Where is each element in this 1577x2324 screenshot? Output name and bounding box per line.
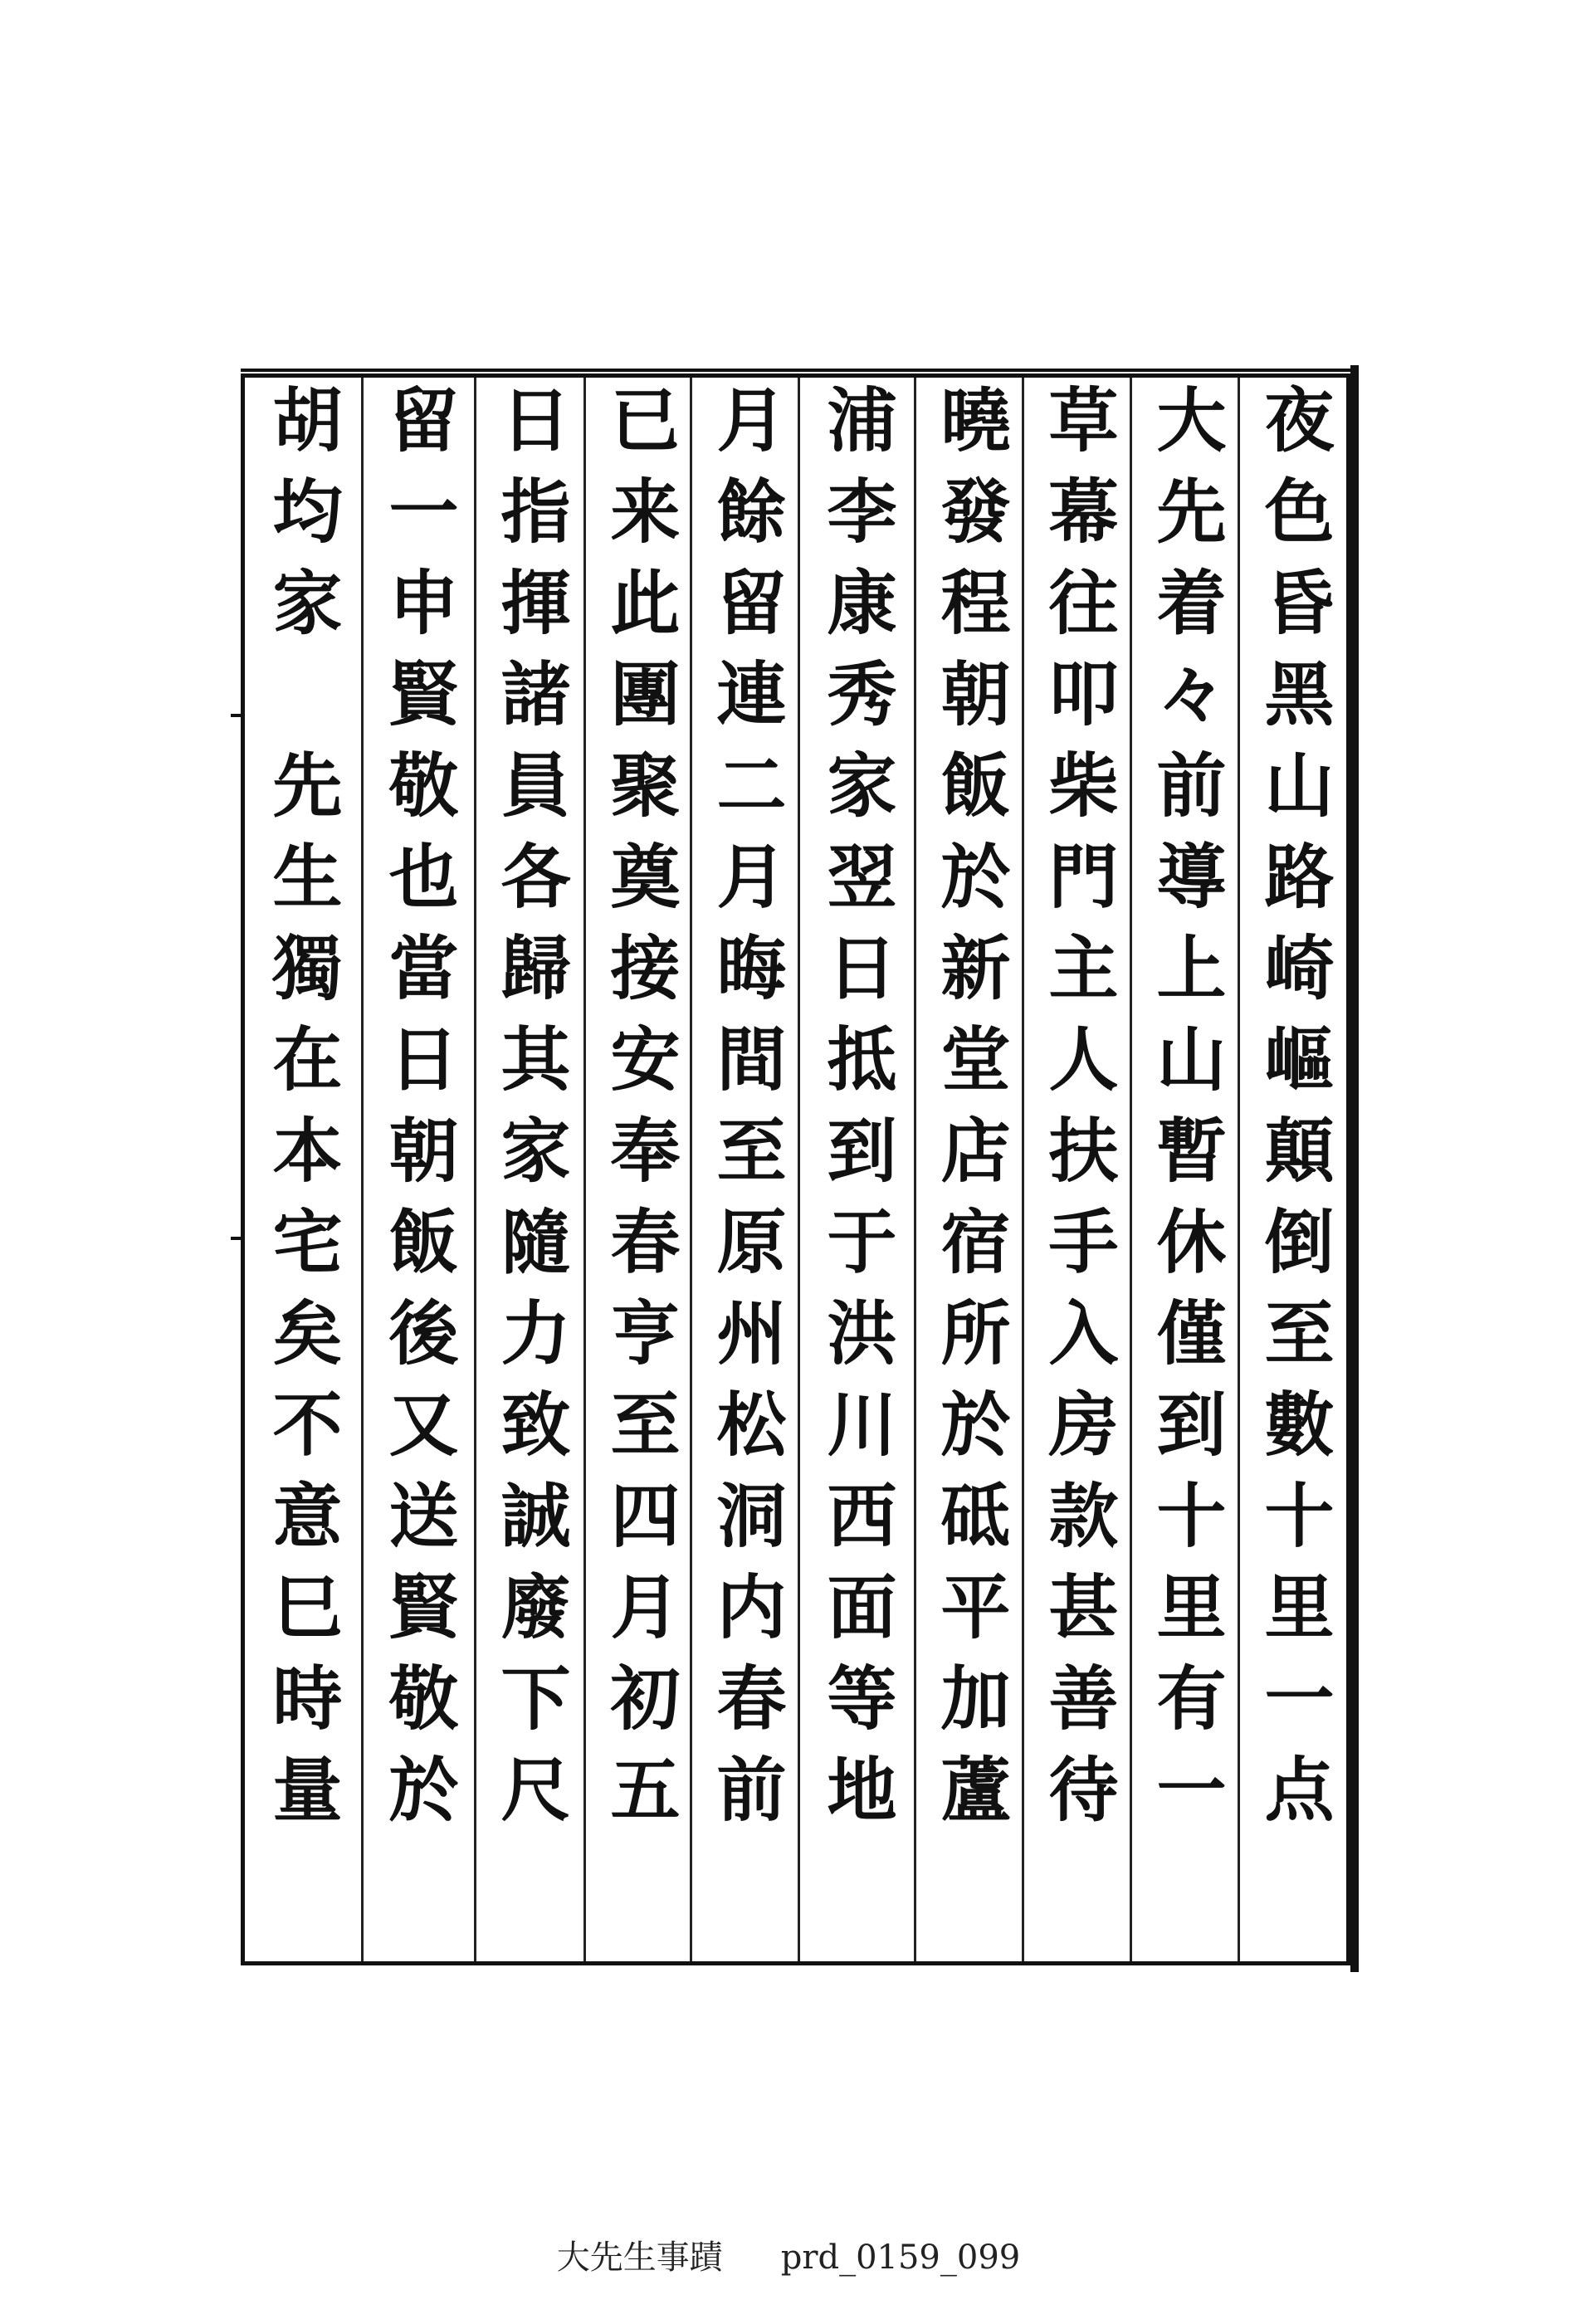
column-text: 日指揮諸員各歸其家隨力致誠廢下尺 bbox=[490, 383, 572, 1844]
column-rule bbox=[583, 378, 586, 1961]
column-text: 曉發程朝飯於新堂店宿所於砥平加蘆 bbox=[930, 383, 1012, 1844]
frame-right-border bbox=[1350, 365, 1359, 1972]
text-column bbox=[1029, 383, 1127, 1956]
column-text: 胡均家 先生獨在本宅矣不意巳時量 bbox=[261, 383, 344, 1844]
column-rule bbox=[474, 378, 476, 1961]
column-rule bbox=[914, 378, 916, 1961]
column-rule bbox=[1130, 378, 1132, 1961]
text-column bbox=[1245, 383, 1343, 1956]
column-text: 夜色昏黑山路崎嶇顛倒至數十里一点 bbox=[1253, 383, 1335, 1844]
column-rule bbox=[798, 378, 800, 1961]
edge-mark bbox=[231, 1237, 242, 1240]
text-column bbox=[369, 383, 467, 1956]
text-column bbox=[921, 383, 1019, 1956]
text-column bbox=[697, 383, 795, 1956]
column-text: 留一申賢敬也當日朝飯後又送賢敬於 bbox=[378, 383, 460, 1844]
frame-top-border bbox=[241, 369, 1353, 372]
column-text: 大先着々前導上山暫休僅到十里有一 bbox=[1145, 383, 1228, 1844]
column-text: 已来此團聚奠接安奉春亨至四月初五 bbox=[599, 383, 681, 1844]
caption-id: prd_0159_099 bbox=[780, 2239, 1021, 2277]
text-column bbox=[481, 383, 579, 1956]
edge-mark bbox=[231, 714, 242, 717]
text-column bbox=[1137, 383, 1235, 1956]
text-column bbox=[253, 383, 351, 1956]
page-caption bbox=[0, 2231, 1577, 2278]
column-text: 草幕往叩柴門主人扶手入房款甚善待 bbox=[1038, 383, 1120, 1844]
column-text: 浦李康秀家翌日抵到于洪川西面等地 bbox=[816, 383, 898, 1844]
text-column bbox=[591, 383, 689, 1956]
column-text: 月餘留連二月晦間至原州松洞内春前 bbox=[706, 383, 788, 1844]
column-rule bbox=[1238, 378, 1240, 1961]
column-rule bbox=[690, 378, 692, 1961]
caption-title: 大先生事蹟 bbox=[556, 2239, 723, 2277]
text-column bbox=[808, 383, 906, 1956]
column-rule bbox=[361, 378, 364, 1961]
column-rule bbox=[1022, 378, 1024, 1961]
